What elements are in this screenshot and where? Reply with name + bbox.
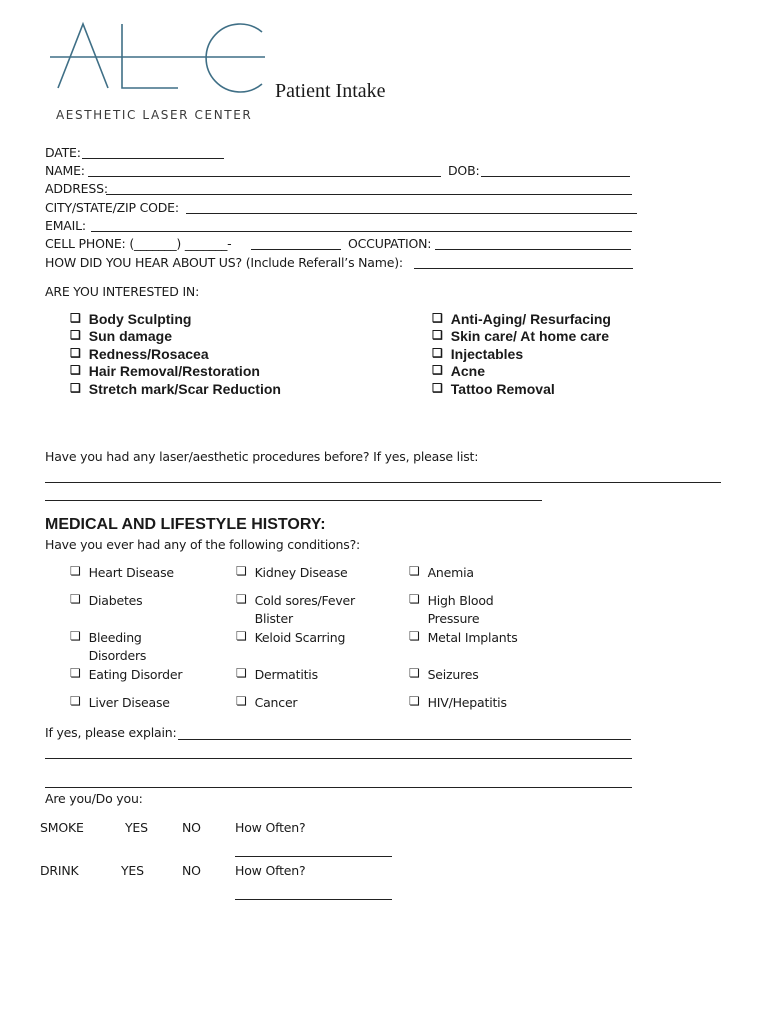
- checkbox-icon[interactable]: ❏: [409, 666, 420, 680]
- interests-heading: ARE YOU INTERESTED IN:: [45, 284, 200, 299]
- name-line[interactable]: [88, 176, 441, 177]
- checkbox-icon[interactable]: ❏: [432, 363, 443, 377]
- interest-sun-damage[interactable]: ❏ Sun damage: [70, 328, 173, 344]
- hear-line[interactable]: [414, 268, 633, 269]
- interest-hair-removal[interactable]: ❏ Hair Removal/Restoration: [70, 363, 260, 379]
- explain-line-1[interactable]: [178, 739, 631, 740]
- checkbox-icon[interactable]: ❏: [432, 311, 443, 325]
- drink-label: DRINK: [40, 863, 79, 878]
- smoke-label: SMOKE: [40, 820, 84, 835]
- condition-liver-disease[interactable]: ❏ Liver Disease: [70, 694, 170, 710]
- interest-skin-care[interactable]: ❏ Skin care/ At home care: [432, 328, 609, 344]
- drink-how-often-label: How Often?: [235, 863, 306, 878]
- name-label: NAME:: [45, 163, 85, 178]
- checkbox-icon[interactable]: ❏: [70, 592, 81, 606]
- interest-injectables[interactable]: ❏ Injectables: [432, 346, 524, 362]
- interest-body-sculpting[interactable]: ❏ Body Sculpting: [70, 311, 192, 327]
- date-label: DATE:: [45, 145, 81, 160]
- condition-anemia[interactable]: ❏ Anemia: [409, 564, 474, 580]
- logo-tagline: AESTHETIC LASER CENTER: [56, 108, 253, 122]
- explain-line-2[interactable]: [45, 758, 632, 759]
- smoke-how-often-label: How Often?: [235, 820, 306, 835]
- checkbox-icon[interactable]: ❏: [236, 694, 247, 708]
- city-label: CITY/STATE/ZIP CODE:: [45, 200, 179, 215]
- interest-anti-aging[interactable]: ❏ Anti-Aging/ Resurfacing: [432, 311, 611, 327]
- checkbox-icon[interactable]: ❏: [236, 592, 247, 606]
- dob-line[interactable]: [481, 176, 630, 177]
- smoke-no[interactable]: NO: [182, 820, 201, 835]
- condition-heart-disease[interactable]: ❏ Heart Disease: [70, 564, 174, 580]
- date-line[interactable]: [82, 158, 224, 159]
- hear-label: HOW DID YOU HEAR ABOUT US? (Include Referall’s Name):: [45, 255, 403, 270]
- checkbox-icon[interactable]: ❏: [236, 564, 247, 578]
- condition-metal-implants[interactable]: ❏ Metal Implants: [409, 629, 518, 645]
- checkbox-icon[interactable]: ❏: [409, 629, 420, 643]
- dob-label: DOB:: [448, 163, 480, 178]
- interest-redness[interactable]: ❏ Redness/Rosacea: [70, 346, 209, 362]
- condition-hiv-hepatitis[interactable]: ❏ HIV/Hepatitis: [409, 694, 507, 710]
- lifestyle-heading: Are you/Do you:: [45, 791, 143, 806]
- checkbox-icon[interactable]: ❏: [70, 363, 81, 377]
- checkbox-icon[interactable]: ❏: [432, 346, 443, 360]
- medical-heading: MEDICAL AND LIFESTYLE HISTORY:: [45, 516, 326, 533]
- email-label: EMAIL:: [45, 218, 86, 233]
- logo: [50, 18, 270, 128]
- checkbox-icon[interactable]: ❏: [70, 346, 81, 360]
- logo-mark: [50, 18, 270, 98]
- checkbox-icon[interactable]: ❏: [409, 564, 420, 578]
- occupation-line[interactable]: [435, 249, 631, 250]
- checkbox-icon[interactable]: ❏: [70, 666, 81, 680]
- checkbox-icon[interactable]: ❏: [236, 629, 247, 643]
- checkbox-icon[interactable]: ❏: [409, 694, 420, 708]
- condition-cancer[interactable]: ❏ Cancer: [236, 694, 298, 710]
- condition-bleeding-disorders[interactable]: ❏ Bleeding Disorders: [70, 629, 147, 663]
- condition-keloid-scarring[interactable]: ❏ Keloid Scarring: [236, 629, 346, 645]
- interest-acne[interactable]: ❏ Acne: [432, 363, 485, 379]
- checkbox-icon[interactable]: ❏: [70, 694, 81, 708]
- address-line[interactable]: [106, 194, 632, 195]
- checkbox-icon[interactable]: ❏: [432, 328, 443, 342]
- condition-kidney-disease[interactable]: ❏ Kidney Disease: [236, 564, 348, 580]
- checkbox-icon[interactable]: ❏: [70, 629, 81, 643]
- condition-eating-disorder[interactable]: ❏ Eating Disorder: [70, 666, 183, 682]
- condition-seizures[interactable]: ❏ Seizures: [409, 666, 479, 682]
- explain-line-3[interactable]: [45, 787, 632, 788]
- interest-stretch-mark[interactable]: ❏ Stretch mark/Scar Reduction: [70, 381, 281, 397]
- procedures-line-2[interactable]: [45, 500, 542, 501]
- condition-diabetes[interactable]: ❏ Diabetes: [70, 592, 143, 608]
- drink-how-often-line[interactable]: [235, 899, 392, 900]
- smoke-how-often-line[interactable]: [235, 856, 392, 857]
- email-line[interactable]: [91, 231, 632, 232]
- checkbox-icon[interactable]: ❏: [70, 564, 81, 578]
- medical-question: Have you ever had any of the following conditions?:: [45, 537, 361, 552]
- city-line[interactable]: [186, 213, 637, 214]
- procedures-question: Have you had any laser/aesthetic procedures before? If yes, please list:: [45, 449, 479, 464]
- checkbox-icon[interactable]: ❏: [70, 328, 81, 342]
- drink-yes[interactable]: YES: [121, 863, 144, 878]
- checkbox-icon[interactable]: ❏: [70, 381, 81, 395]
- page-title: Patient Intake: [275, 80, 386, 102]
- smoke-yes[interactable]: YES: [125, 820, 148, 835]
- explain-label: If yes, please explain:: [45, 725, 177, 740]
- condition-high-blood-pressure[interactable]: ❏ High Blood Pressure: [409, 592, 494, 626]
- condition-dermatitis[interactable]: ❏ Dermatitis: [236, 666, 318, 682]
- condition-cold-sores[interactable]: ❏ Cold sores/Fever Blister: [236, 592, 355, 626]
- cell-line[interactable]: [251, 249, 341, 250]
- checkbox-icon[interactable]: ❏: [432, 381, 443, 395]
- checkbox-icon[interactable]: ❏: [70, 311, 81, 325]
- checkbox-icon[interactable]: ❏: [236, 666, 247, 680]
- address-label: ADDRESS:: [45, 181, 108, 196]
- drink-no[interactable]: NO: [182, 863, 201, 878]
- interest-tattoo-removal[interactable]: ❏ Tattoo Removal: [432, 381, 555, 397]
- procedures-line-1[interactable]: [45, 482, 721, 483]
- checkbox-icon[interactable]: ❏: [409, 592, 420, 606]
- occupation-label: OCCUPATION:: [348, 236, 432, 251]
- cell-label: CELL PHONE: (_______) _______-: [45, 236, 232, 251]
